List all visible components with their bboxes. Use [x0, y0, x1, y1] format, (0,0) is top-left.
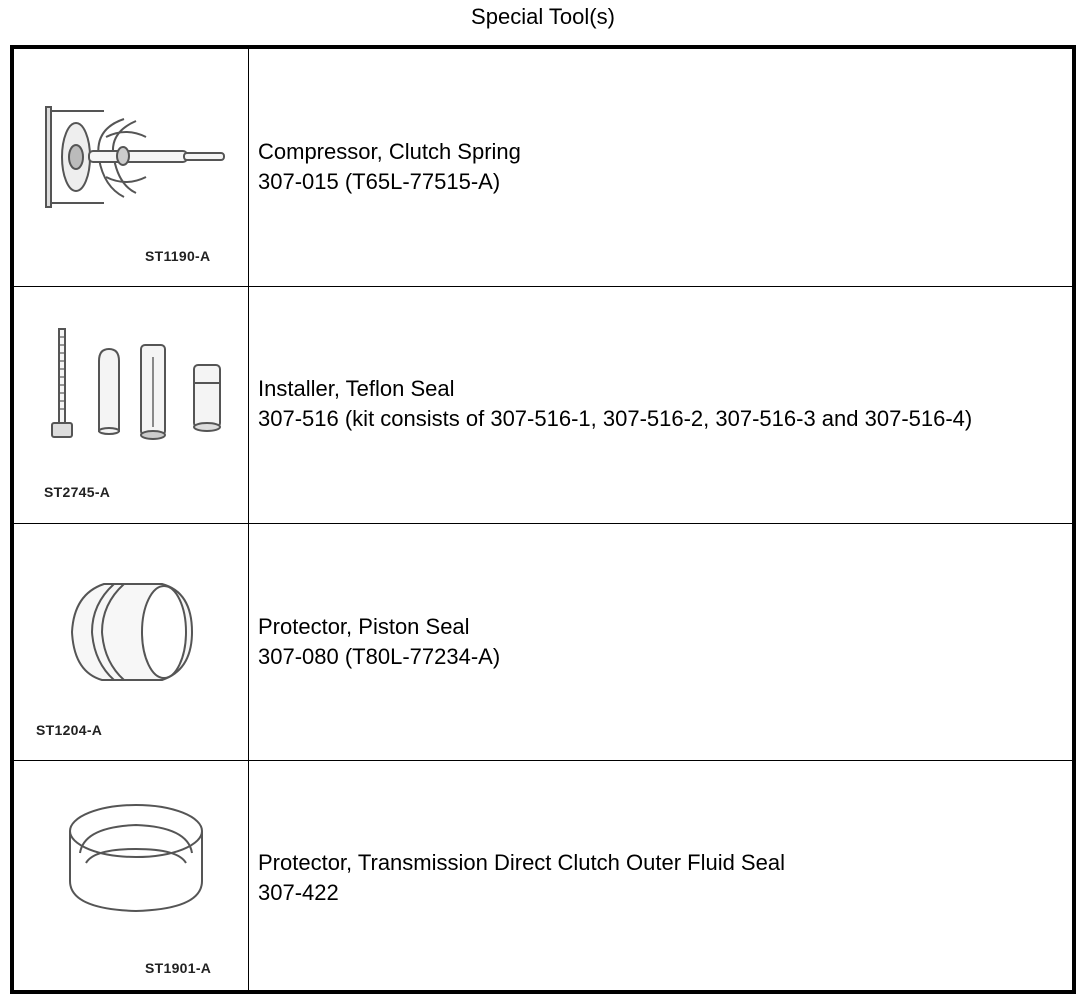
tool-description-cell	[249, 49, 1072, 286]
tool-image-cell	[14, 524, 249, 760]
tool-code: ST1204-A	[36, 722, 103, 738]
tool-name: Installer, Teflon Seal	[258, 376, 455, 401]
tool-description	[258, 374, 972, 434]
tool-description-cell	[249, 524, 1072, 760]
tool-code: ST2745-A	[44, 484, 111, 500]
tool-description	[258, 848, 785, 908]
tool-image-cell	[14, 761, 249, 990]
page-title: Special Tool(s)	[471, 4, 615, 29]
tool-code: ST1190-A	[145, 248, 211, 264]
tool-number: 307-422	[258, 880, 339, 905]
table-row	[14, 523, 1072, 760]
tool-description	[258, 137, 521, 197]
tool-name: Protector, Piston Seal	[258, 614, 470, 639]
tool-number: 307-516 (kit consists of 307-516-1, 307-516-2, 307-516-3 and 307-516-4)	[258, 406, 973, 431]
tool-description	[258, 612, 500, 672]
tool-description-cell	[249, 287, 1072, 523]
special-tools-table	[10, 45, 1076, 994]
table-row	[14, 760, 1072, 990]
tool-image-cell	[14, 287, 249, 523]
table-row	[14, 286, 1072, 523]
tool-name: Protector, Transmission Direct Clutch Outer Fluid Seal	[258, 850, 785, 875]
tool-description-cell	[249, 761, 1072, 990]
tool-number: 307-080 (T80L-77234-A)	[258, 644, 501, 669]
table-row	[14, 49, 1072, 286]
outer-fluid-seal-protector-icon	[14, 761, 248, 991]
tool-number: 307-015 (T65L-77515-A)	[258, 169, 501, 194]
tool-code: ST1901-A	[145, 960, 212, 976]
tool-image-cell	[14, 49, 249, 286]
clutch-spring-compressor-icon	[14, 49, 248, 285]
tool-name: Compressor, Clutch Spring	[258, 139, 521, 164]
